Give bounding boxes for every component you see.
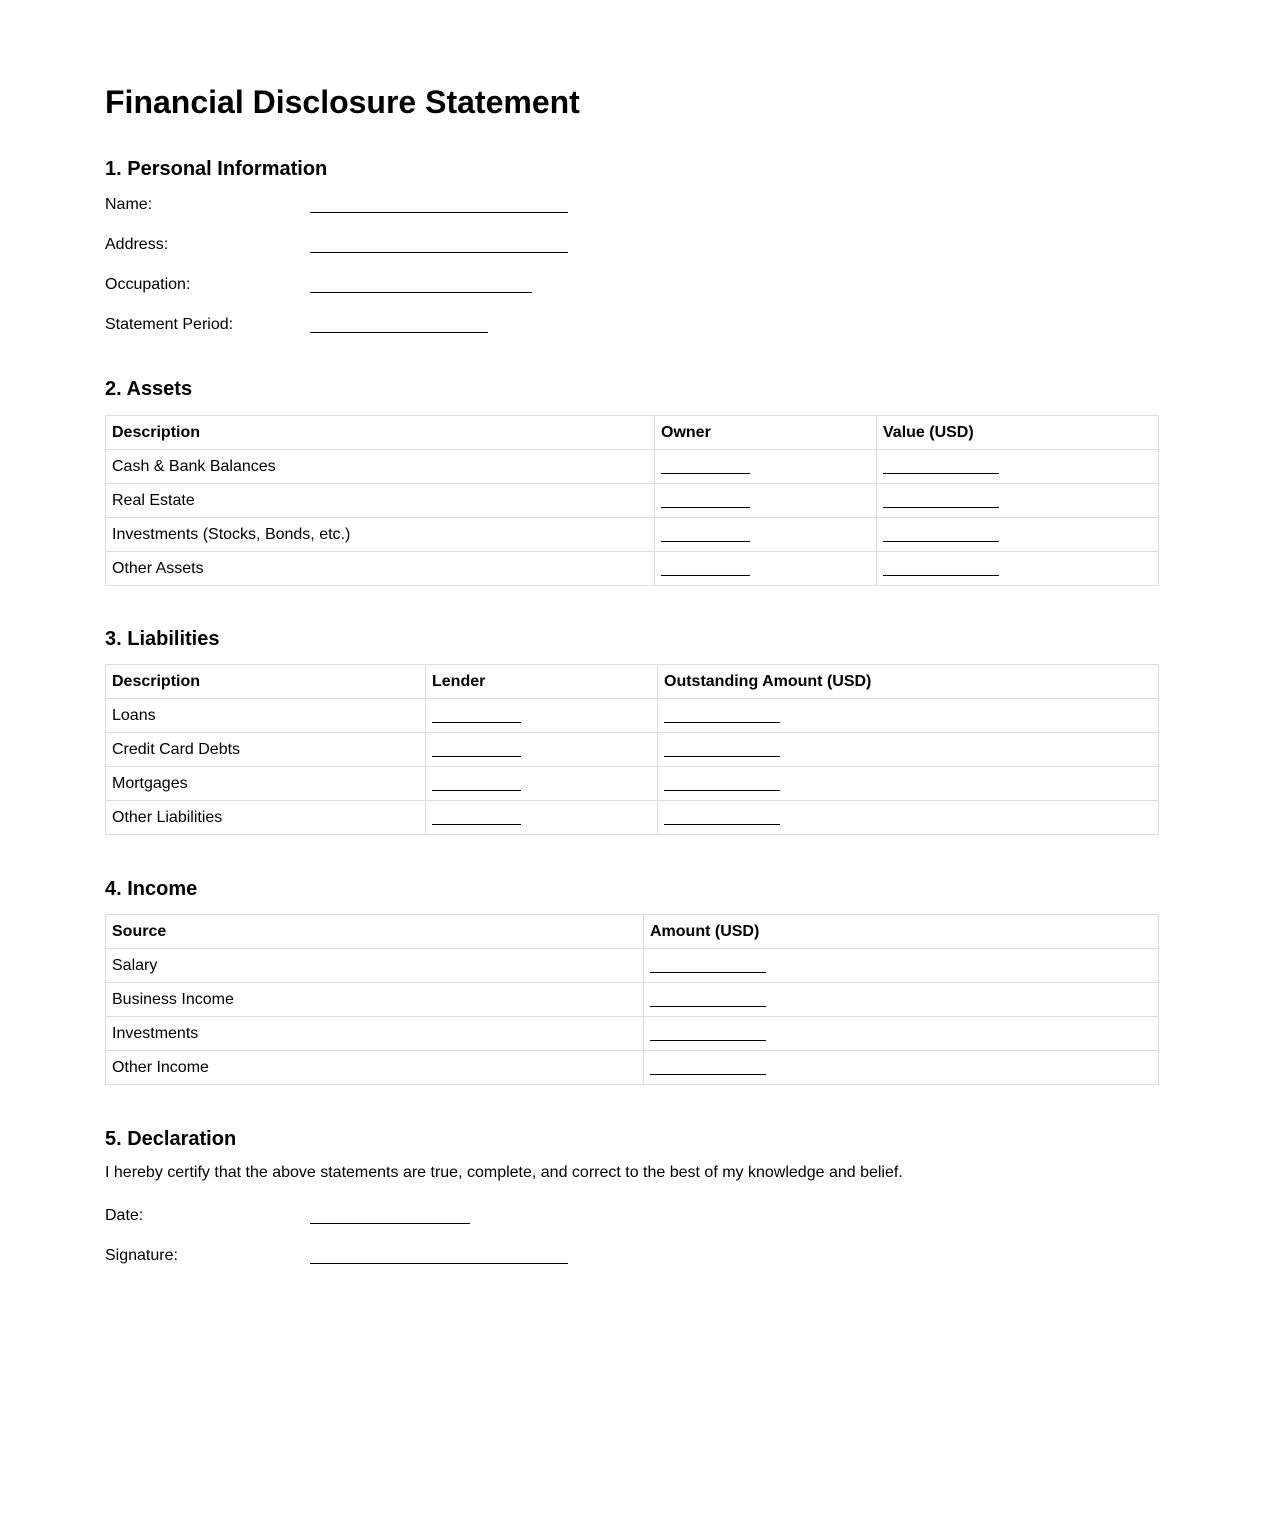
liability-description: Loans xyxy=(106,699,426,733)
section-heading-liabilities: 3. Liabilities xyxy=(105,628,220,650)
value-blank[interactable] xyxy=(883,527,999,542)
table-row xyxy=(106,1017,1159,1051)
value-cell xyxy=(877,518,1159,552)
declaration-text: I hereby certify that the above statements are true, complete, and correct to the best of my knowledge and belief. xyxy=(105,1164,903,1181)
amount-blank[interactable] xyxy=(650,958,766,973)
statement-period-field[interactable] xyxy=(310,332,488,333)
owner-cell xyxy=(655,552,877,586)
liability-description: Credit Card Debts xyxy=(106,733,426,767)
table-row xyxy=(106,518,1159,552)
amount-blank[interactable] xyxy=(664,810,780,825)
column-header: Source xyxy=(106,915,644,949)
section-heading-declaration: 5. Declaration xyxy=(105,1128,237,1150)
amount-blank[interactable] xyxy=(664,742,780,757)
column-header: Description xyxy=(106,416,655,450)
section-heading-assets: 2. Assets xyxy=(105,378,193,400)
income-source: Salary xyxy=(106,949,644,983)
owner-cell xyxy=(655,518,877,552)
field-label-occupation: Occupation: xyxy=(105,276,191,293)
value-cell xyxy=(877,552,1159,586)
table-row xyxy=(106,699,1159,733)
value-blank[interactable] xyxy=(883,561,999,576)
lender-cell xyxy=(426,699,658,733)
table-row xyxy=(106,983,1159,1017)
table-row xyxy=(106,801,1159,835)
lender-blank[interactable] xyxy=(432,810,521,825)
income-source: Other Income xyxy=(106,1051,644,1085)
amount-cell xyxy=(658,699,1159,733)
value-cell xyxy=(877,450,1159,484)
lender-cell xyxy=(426,801,658,835)
amount-blank[interactable] xyxy=(650,1060,766,1075)
section-heading-income: 4. Income xyxy=(105,878,198,900)
table-header-row xyxy=(106,915,1159,949)
name-field[interactable] xyxy=(310,212,568,213)
field-row-date xyxy=(105,1206,705,1230)
lender-cell xyxy=(426,767,658,801)
field-label-statement-period: Statement Period: xyxy=(105,316,234,333)
field-row-signature xyxy=(105,1246,705,1270)
table-row xyxy=(106,450,1159,484)
value-blank[interactable] xyxy=(883,493,999,508)
amount-blank[interactable] xyxy=(650,1026,766,1041)
owner-blank[interactable] xyxy=(661,561,750,576)
lender-blank[interactable] xyxy=(432,742,521,757)
liabilities-table xyxy=(105,664,1159,835)
value-blank[interactable] xyxy=(883,459,999,474)
column-header: Value (USD) xyxy=(877,416,1159,450)
field-row-occupation xyxy=(105,275,705,299)
income-table xyxy=(105,914,1159,1085)
occupation-field[interactable] xyxy=(310,292,532,293)
amount-cell xyxy=(658,733,1159,767)
column-header: Outstanding Amount (USD) xyxy=(658,665,1159,699)
owner-cell xyxy=(655,484,877,518)
field-row-statement-period xyxy=(105,315,705,339)
amount-blank[interactable] xyxy=(664,776,780,791)
table-row xyxy=(106,552,1159,586)
table-row xyxy=(106,484,1159,518)
field-row-name xyxy=(105,195,705,219)
asset-description: Cash & Bank Balances xyxy=(106,450,655,484)
amount-cell xyxy=(644,949,1159,983)
address-field[interactable] xyxy=(310,252,568,253)
section-heading-personal: 1. Personal Information xyxy=(105,158,328,180)
liability-description: Mortgages xyxy=(106,767,426,801)
date-field[interactable] xyxy=(310,1223,470,1224)
amount-cell xyxy=(658,767,1159,801)
income-source: Business Income xyxy=(106,983,644,1017)
amount-cell xyxy=(644,1051,1159,1085)
field-label-address: Address: xyxy=(105,236,169,253)
owner-blank[interactable] xyxy=(661,459,750,474)
field-label-date: Date: xyxy=(105,1207,144,1224)
lender-blank[interactable] xyxy=(432,708,521,723)
amount-blank[interactable] xyxy=(664,708,780,723)
document-title: Financial Disclosure Statement xyxy=(105,84,580,120)
income-source: Investments xyxy=(106,1017,644,1051)
field-row-address xyxy=(105,235,705,259)
table-row xyxy=(106,1051,1159,1085)
owner-blank[interactable] xyxy=(661,527,750,542)
table-header-row xyxy=(106,665,1159,699)
amount-cell xyxy=(658,801,1159,835)
value-cell xyxy=(877,484,1159,518)
amount-cell xyxy=(644,983,1159,1017)
owner-blank[interactable] xyxy=(661,493,750,508)
column-header: Amount (USD) xyxy=(644,915,1159,949)
liability-description: Other Liabilities xyxy=(106,801,426,835)
signature-field[interactable] xyxy=(310,1263,568,1264)
table-header-row xyxy=(106,416,1159,450)
field-label-name: Name: xyxy=(105,196,153,213)
asset-description: Real Estate xyxy=(106,484,655,518)
owner-cell xyxy=(655,450,877,484)
asset-description: Investments (Stocks, Bonds, etc.) xyxy=(106,518,655,552)
column-header: Owner xyxy=(655,416,877,450)
lender-blank[interactable] xyxy=(432,776,521,791)
amount-blank[interactable] xyxy=(650,992,766,1007)
table-row xyxy=(106,767,1159,801)
field-label-signature: Signature: xyxy=(105,1247,178,1264)
column-header: Description xyxy=(106,665,426,699)
assets-table xyxy=(105,415,1159,586)
column-header: Lender xyxy=(426,665,658,699)
table-row xyxy=(106,949,1159,983)
asset-description: Other Assets xyxy=(106,552,655,586)
amount-cell xyxy=(644,1017,1159,1051)
lender-cell xyxy=(426,733,658,767)
table-row xyxy=(106,733,1159,767)
